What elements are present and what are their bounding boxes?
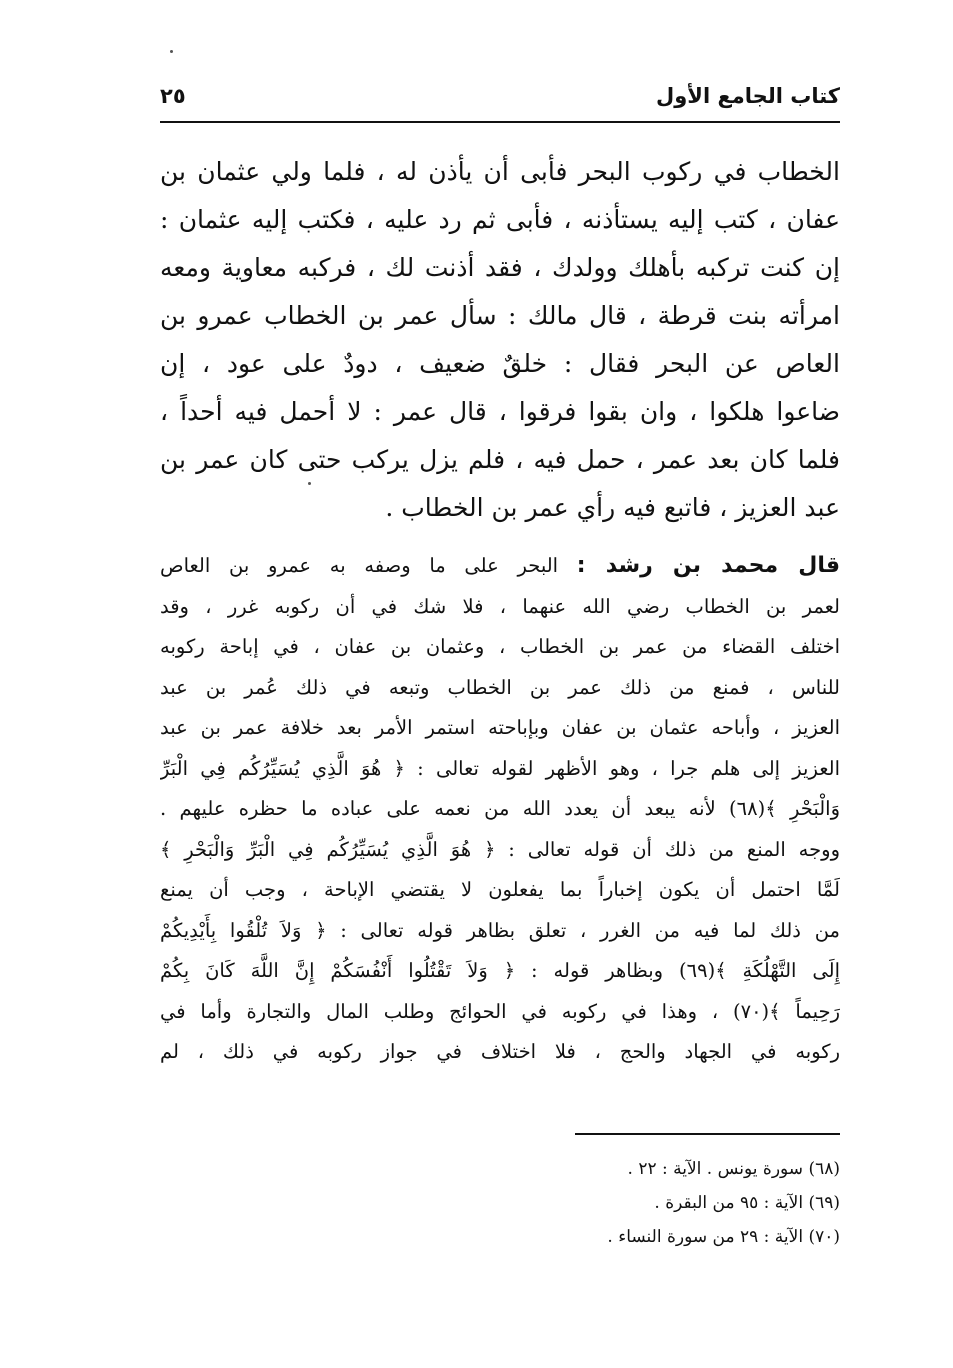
text-line: لَمَّا احتمل أن يكون إخباراً بما يفعلون لا يقتضي الإباحة ، وجب أن يمنع — [160, 878, 840, 901]
text-line: فلما كان بعد عمر ، حمل فيه ، فلم يزل يركب حتى كان عمر بن — [160, 445, 840, 474]
scan-speck — [308, 482, 311, 485]
text-line: العاص عن البحر فقال : خلقٌ ضعيف ، دودٌ على عود ، إن — [160, 349, 840, 378]
footnote-69: (٦٩) الآية : ٩٥ من البقرة . — [654, 1193, 840, 1213]
text-line: ركوبه في الجهاد والحج ، فلا اختلاف في جواز ركوبه في ذلك ، لم — [160, 1040, 840, 1063]
text-line: الخطاب في ركوب البحر فأبى أن يأذن له ، فلما ولي عثمان بن — [160, 157, 840, 186]
book-title: كتاب الجامع الأول — [656, 84, 840, 108]
text-line: لعمر بن الخطاب رضي الله عنهما ، فلا شك في أن ركوبه غرر ، وقد — [160, 594, 840, 618]
footnote-divider — [575, 1133, 840, 1135]
text-line: إِلَى التَّهْلُكَةِ ﴾(٦٩) وبظاهر قوله : ﴿ وَلاَ تَقْتُلُوا أَنْفُسَكُمْ إِنَّ اللَّهَ كَانَ بِكُمْ — [160, 959, 840, 982]
text-line: اختلف القضاء من عمر بن الخطاب ، وعثمان بن عفان ، في إباحة ركوبه — [160, 635, 840, 658]
text-line: إن كنت تركبه بأهلك وولدك ، فقد أذنت لك ، فركبه معاوية ومعه — [160, 253, 840, 282]
text-line-first — [160, 546, 840, 587]
text-line: عفان ، كتب إليه يستأذنه ، فأبى ثم رد عليه ، فكتب إليه عثمان : — [160, 205, 840, 234]
text-line: من ذلك لما فيه من الغرر ، تعلق بظاهر قوله تعالى : ﴿ وَلاَ تُلْقُوا بِأَيْدِيكُمْ — [160, 918, 840, 942]
footnote-68: (٦٨) سورة يونس . الآية : ٢٢ . — [627, 1159, 840, 1179]
text-line: وَالْبَحْرِ ﴾(٦٨) لأنه يبعد أن يعدد الله من نعمه على عباده ما حظره عليهم . — [160, 797, 840, 820]
running-header — [160, 80, 840, 120]
paragraph-narration — [160, 148, 840, 532]
text-line: رَحِيماً ﴾(٧٠) ، وهذا في ركوبه في الحوائج وطلب المال والتجارة وأما في — [160, 999, 840, 1023]
page-number: ٢٥ — [160, 84, 186, 108]
scan-speck — [170, 50, 173, 53]
paragraph-commentary — [160, 546, 840, 1073]
text-line: العزيز إلى هلم جرا ، وهو الأظهر لقوله تعالى : ﴿ هُوَ الَّذِي يُسَيِّرُكُم فِي الْبَرِّ — [160, 756, 840, 780]
commentary-opening: البحر على ما وصفه به عمرو بن العاص — [160, 554, 559, 577]
text-line: امرأته بنت قرطة ، قال مالك : سأل عمر بن الخطاب عمرو بن — [160, 301, 840, 330]
header-divider — [160, 121, 840, 123]
text-line: عبد العزيز ، فاتبع فيه رأي عمر بن الخطاب . — [385, 493, 840, 522]
text-line: العزيز ، وأباحه عثمان بن عفان وبإباحته استمر الأمر بعد خلافة عمر بن عبد — [160, 716, 840, 739]
main-text — [160, 148, 840, 1073]
footnotes — [420, 1152, 840, 1254]
commentator-label: قال محمد بن رشد : — [576, 553, 840, 578]
text-line: ووجه المنع من ذلك أن قوله تعالى : ﴿ هُوَ الَّذِي يُسَيِّرُكُم فِي الْبَرِّ وَالْبَحْرِ ﴾ — [160, 837, 840, 861]
text-line: ضاعوا هلكوا ، وان بقوا فرقوا ، قال عمر : لا أحمل فيه أحداً ، — [160, 397, 840, 426]
footnote-70: (٧٠) الآية : ٢٩ من سورة النساء . — [607, 1227, 840, 1247]
text-line: للناس ، فمنع من ذلك عمر بن الخطاب وتبعه في ذلك عُمر بن عبد — [160, 675, 840, 699]
